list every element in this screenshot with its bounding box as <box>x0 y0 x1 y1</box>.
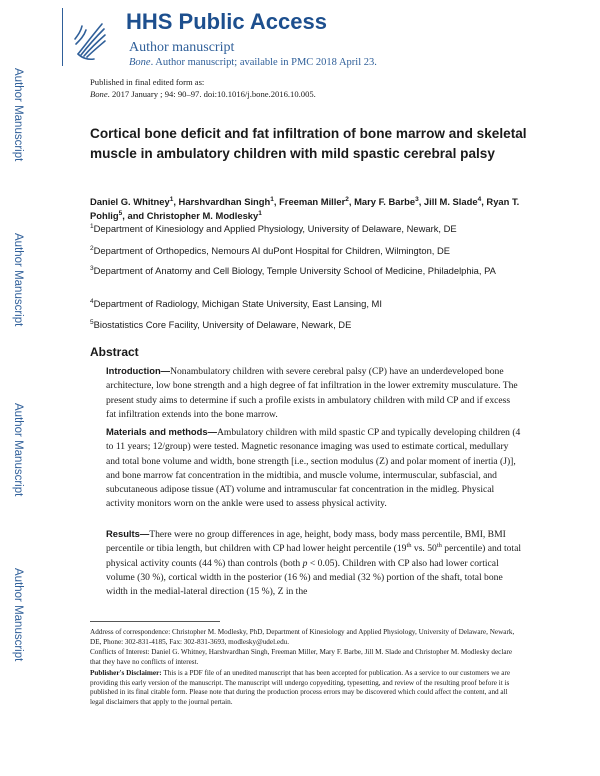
header-divider <box>62 8 63 66</box>
affiliation-3: $^3$Department of Anatomy and Cell Biology, Temple University School of Medicine, Philadelphia, PA <box>90 264 496 276</box>
article-title: Cortical bone deficit and fat infiltration of bone marrow and skeletal muscle in ambulatory children with mild spastic cerebral palsy <box>90 126 527 161</box>
author: Ryan T. Pohlig <box>90 196 520 221</box>
footnote-divider <box>90 621 220 622</box>
margin-label-3: Author Manuscript <box>12 403 24 497</box>
affiliation-4: $^4$Department of Radiology, Michigan State University, East Lansing, MI <box>90 297 382 309</box>
hhs-eagle-logo-icon <box>72 14 110 64</box>
publication-info: Published in final edited form as: Bone. 2017 January ; 94: 90–97. doi:10.1016/j.bone.2016.10.005. <box>90 77 316 99</box>
author: Mary F. Barbe <box>354 196 416 207</box>
affiliation-5: $^5$Biostatistics Core Facility, University of Delaware, Newark, DE <box>90 318 352 330</box>
affiliation-2: $^2$Department of Orthopedics, Nemours AI duPont Hospital for Children, Wilmington, DE <box>90 244 451 256</box>
margin-label-4: Author Manuscript <box>12 568 24 662</box>
pmc-availability: Bone. Author manuscript; available in PMC 2018 April 23. <box>129 57 377 68</box>
margin-label-2: Author Manuscript <box>12 233 24 327</box>
conflicts-note: Conflicts of Interest: Daniel G. Whitney, Harshvardhan Singh, Freeman Miller, Mary F. Barbe, Jill M. Slade and Christopher M. Modlesky declare that they have no conflicts of interest. <box>90 648 513 666</box>
author: Daniel G. Whitney <box>90 196 170 207</box>
correspondence-note: Address of correspondence: Christopher M. Modlesky, PhD, Department of Kinesiology and Applied Physiology, University of Delaware, Newark, DE, Phone: 302-831-4185, Fax: 302-831-3693, modlesky@udel.edu. <box>90 628 515 646</box>
hhs-public-access-title: HHS Public Access <box>126 9 327 34</box>
author: Jill M. Slade <box>423 196 478 207</box>
margin-label-1: Author Manuscript <box>12 68 24 162</box>
abstract-heading: Abstract <box>90 345 139 359</box>
abstract-results: Results—There were no group differences in age, height, body mass, body mass percentile, BMI, BMI percentile or tibia length, but children with CP had lower height percentile (19th vs. 50th percentile) and total physical activity counts (44 %) than controls (both p < 0.05). Children with CP also had lower cortical volume (30 %), cortical width in the posterior (16 %) and medial (32 %) portion of the shaft, total bone width in the medial-lateral direction (15 %), Z in the <box>106 528 522 598</box>
author: Christopher M. Modlesky <box>146 210 259 221</box>
abstract-methods: Materials and methods—Ambulatory children with mild spastic CP and typically developing children (4 to 11 years; 12/group) were tested. Magnetic resonance imaging was used to estimate cortical, medullary and total bone volume and width, bone strength [i.e., section modulus (Z) and polar moment of inertia (J)], and bone marrow fat concentration in the midtibia, and muscle volume, intermuscular, subfascial, and subcutaneous adipose tissue (AT) volume and intramuscular fat concentration in the midleg. Physical activity monitors worn on the ankle were used to assess physical activity. <box>106 426 521 510</box>
affiliation-1: $^1$Department of Kinesiology and Applied Physiology, University of Delaware, Newark, DE <box>90 222 457 234</box>
publisher-disclaimer: Publisher's Disclaimer: This is a PDF file of an unedited manuscript that has been accepted for publication. As a service to our customers we are providing this early version of the manuscript. The manuscript will undergo copyediting, typesetting, and review of the resulting proof before it is published in its final citable form. Please note that during the production process errors may be discovered which could affect the content, and all legal disclaimers that apply to the journal pertain. <box>90 669 511 706</box>
author-list: Daniel G. Whitney$^1$, Harshvardhan Singh$^1$, Freeman Miller$^2$, Mary F. Barbe$^3$, Jill M. Slade$^4$, Ryan T. Pohlig$^5$, and Christopher M. Modlesky$^1$ <box>90 195 520 221</box>
abstract-introduction: Introduction—Nonambulatory children with severe cerebral palsy (CP) have an underdeveloped bone architecture, low bone strength and a high degree of fat infiltration in the lower extremity musculature. The present study aims to determine if such a profile exists in ambulatory children with mild CP and if excess fat infiltration extends into the bone marrow. <box>106 365 518 420</box>
author: Freeman Miller <box>279 196 346 207</box>
author: Harshvardhan Singh <box>178 196 271 207</box>
author-manuscript-label: Author manuscript <box>129 40 235 55</box>
